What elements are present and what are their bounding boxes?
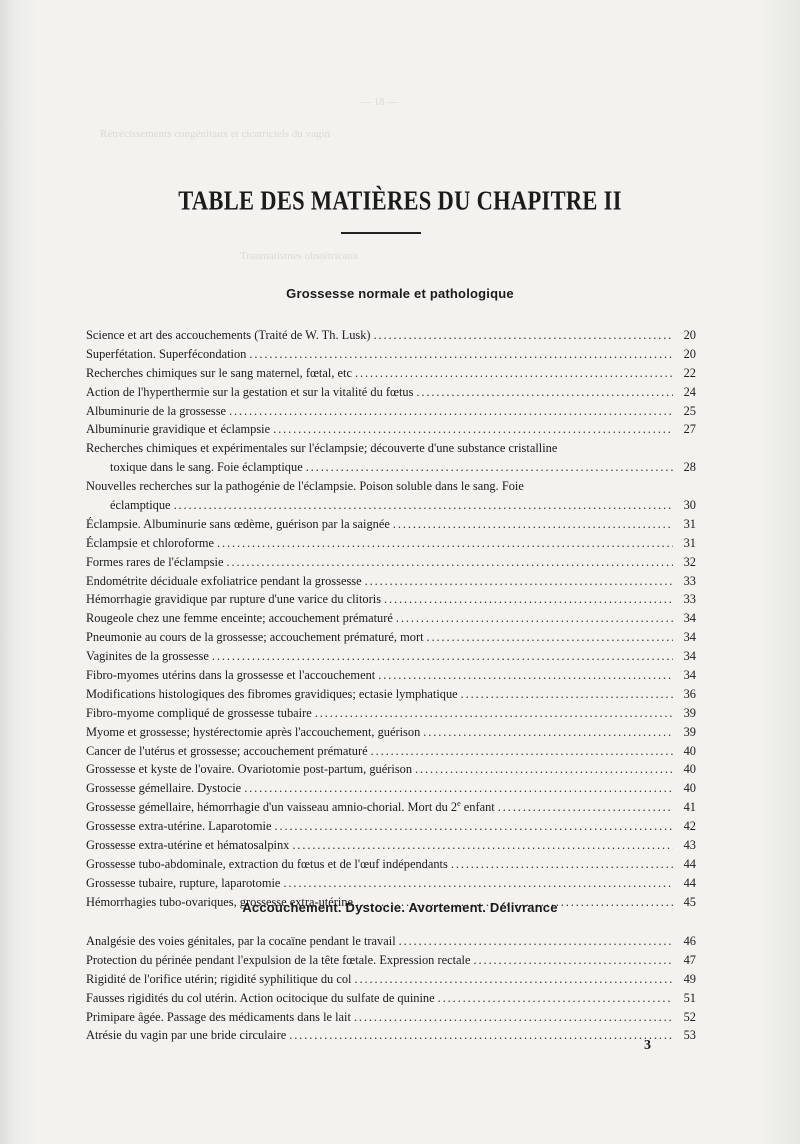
toc-entry-title-part: enfant — [460, 800, 495, 815]
toc-page-number: 20 — [683, 346, 696, 361]
toc-entry[interactable] — [86, 970, 696, 989]
toc-entry[interactable] — [86, 420, 696, 439]
toc-entry-title: Rigidité de l'orifice utérin; rigidité syphilitique du col — [86, 971, 352, 986]
toc-entry-title: Superfétation. Superfécondation — [86, 346, 247, 361]
toc-entry[interactable] — [86, 553, 696, 572]
toc-page-number: 31 — [683, 516, 696, 531]
toc-page-number: 28 — [683, 460, 696, 475]
toc-page-number: 34 — [683, 649, 696, 664]
toc-entry-title: Myome et grossesse; hystérectomie après l'accouchement, guérison — [86, 724, 421, 739]
dot-leader — [498, 798, 673, 817]
toc-entry-title: Grossesse tubo-abdominale, extraction du fœtus et de l'œuf indépendants — [86, 856, 448, 871]
toc-entry[interactable] — [86, 817, 696, 836]
toc-entry-title: Primipare âgée. Passage des médicaments dans le lait — [86, 1009, 351, 1024]
toc-page-number: 51 — [683, 990, 696, 1005]
dot-leader — [274, 817, 673, 836]
toc-entry-title: Hémorrhagie gravidique par rupture d'une varice du clitoris — [86, 592, 382, 607]
dot-leader — [292, 836, 673, 855]
toc-page-number: 22 — [683, 365, 696, 380]
dot-leader — [374, 326, 673, 345]
toc-entry[interactable] — [86, 326, 696, 345]
dot-leader — [438, 989, 673, 1008]
toc-entry[interactable] — [86, 345, 696, 364]
toc-page-number: 42 — [683, 819, 696, 834]
dot-leader — [399, 932, 673, 951]
toc-entry[interactable] — [86, 932, 696, 951]
toc-page-number: 24 — [683, 384, 696, 399]
dot-leader — [355, 364, 673, 383]
toc-page-number: 44 — [683, 856, 696, 871]
toc-page-number: 52 — [683, 1009, 696, 1024]
toc-page-number: 39 — [683, 724, 696, 739]
dot-leader — [451, 855, 673, 874]
toc-entry-title: Atrésie du vagin par une bride circulaire — [86, 1028, 287, 1043]
toc-entry-title: Nouvelles recherches sur la pathogénie de l'éclampsie. Poison soluble dans le sang. Foie — [86, 479, 524, 494]
dot-leader — [289, 1026, 673, 1045]
toc-entry-title: Éclampsie. Albuminurie sans œdème, guérison par la saignée — [86, 516, 390, 531]
toc-page-number: 46 — [683, 933, 696, 948]
toc-page-number: 34 — [683, 630, 696, 645]
dot-leader — [273, 420, 673, 439]
toc-page-number: 44 — [683, 875, 696, 890]
dot-leader — [354, 1008, 673, 1027]
toc-entry[interactable] — [86, 855, 696, 874]
toc-entry[interactable] — [86, 723, 696, 742]
section-heading-grossesse: Grossesse normale et pathologique — [286, 286, 514, 301]
dot-leader — [306, 458, 673, 477]
dot-leader — [396, 609, 673, 628]
dot-leader — [283, 874, 673, 893]
toc-entry-title: Action de l'hyperthermie sur la gestation et sur la vitalité du fœtus — [86, 384, 414, 399]
toc-entry-title: Albuminurie gravidique et éclampsie — [86, 422, 271, 437]
toc-entry-title: Grossesse et kyste de l'ovaire. Ovariotomie post-partum, guérison — [86, 762, 413, 777]
dot-leader — [217, 534, 673, 553]
toc-page-number: 34 — [683, 668, 696, 683]
dot-leader — [354, 970, 673, 989]
toc-entry[interactable] — [86, 534, 696, 553]
toc-entry[interactable] — [86, 989, 696, 1008]
toc-entry[interactable] — [86, 666, 696, 685]
dot-leader — [315, 704, 673, 723]
dot-leader — [415, 760, 673, 779]
toc-entry[interactable] — [86, 590, 696, 609]
page-number: 3 — [644, 1038, 651, 1053]
toc-page-number: 53 — [683, 1028, 696, 1043]
toc-entry[interactable] — [86, 439, 696, 477]
toc-page-number: 36 — [683, 686, 696, 701]
toc-entry-title: Grossesse extra-utérine et hématosalpinx — [86, 838, 290, 853]
toc-entry-title: Fibro-myomes utérins dans la grossesse et l'accouchement — [86, 668, 376, 683]
dot-leader — [416, 383, 673, 402]
toc-page-number: 27 — [683, 422, 696, 437]
toc-entry[interactable] — [86, 836, 696, 855]
dot-leader — [461, 685, 673, 704]
toc-entry[interactable] — [86, 572, 696, 591]
toc-page-number: 25 — [683, 403, 696, 418]
dot-leader — [174, 496, 673, 515]
toc-entry-title: Grossesse tubaire, rupture, laparotomie — [86, 875, 281, 890]
toc-entry-title: Fibro-myome compliqué de grossesse tubaire — [86, 705, 312, 720]
toc-entry-title: Protection du périnée pendant l'expulsion de la tête fœtale. Expression rectale — [86, 952, 471, 967]
toc-entry-title: Formes rares de l'éclampsie — [86, 554, 224, 569]
book-page: — 18 — Rétrécissements congénitaux et cicatriciels du vagin Traumatismes obstétricaux TABLE DES MATIÈRES DU CHAPITRE II Grossesse normale et pathologique Science et art des accouchements (Traité de W. Th. Lusk) . . . 20 Superfétation. Superfécondation . . . 20 Recherches chimiques sur le sang maternel, fœtal, etc . . . 22 Action de l'hyperthermie sur la gestation et sur la vitalité du fœtus . . . 24 Albuminurie de la grossesse . . . 25 Albuminurie gravidique et éclampsie . . . 27 Recherches chimiques et expérimentales sur l'éclampsie; découverte d'une substance cristalline toxique dans le sang. Foie éclamptique . . . 28 Nouvelles recherches sur la pathogénie de l'éclampsie. Poison soluble dans le sang. Foie éclamptique . . . 30 Éclampsie. Albuminurie sans œdème, guérison par la saignée . . . 31 Éclampsie et chloroforme . . . 31 Formes rares de l'éclampsie . . . 32 Endométrite déciduale exfoliatrice pendant la grossesse . . . 33 Hémorrhagie gravidique par rupture d'une varice du clitoris . . . 33 Rougeole chez une femme enceinte; accouchement prématuré . . . 34 Pneumonie au cours de la grossesse; accouchement prématuré, mort . . . 34 Vaginites de la grossesse . . . 34 Fibro-myomes utérins dans la grossesse et l'accouchement . . . 34 Modifications histologiques des fibromes gravidiques; ectasie lymphatique . . . 36 Fibro-myome compliqué de grossesse tubaire . . . 39 Myome et grossesse; hystérectomie après l'accouchement, guérison . . . 39 Cancer de l'utérus et grossesse; accouchement prématuré . . . 40 Grossesse et kyste de l'ovaire. Ovariotomie post-partum, guérison . . . 40 Grossesse gémellaire. Dystocie . . . 40 Grossesse gémellaire, hémorrhagie d'un vaisseau amnio-chorial. Mort du 2e enfant . . . 41 Grossesse extra-utérine. Laparotomie . . . 42 Grossesse extra-utérine et hématosalpinx . . . 43 Grossesse tubo-abdominale, extraction du fœtus et de l'œuf indépendants . . . 44 Grossesse tubaire, rupture, laparotomie . . . 44 Hémorrhagies tubo-ovariques, grossesse extra-utérine . . . 45 Accouchement. Dystocie. Avortement. Délivrance Analgésie des voies génitales, par la cocaïne pendant le travail . . . 46 Protection du périnée pendant l'expulsion de la tête fœtale. Expression rectale . . . 47 Rigidité de l'orifice utérin; rigidité syphilitique du col . . . 49 Fausses rigidités du col utérin. Action ocitocique du sulfate de quinine . . . 51 Primipare âgée. Passage des médicaments dans le lait . . . 52 Atrésie du vagin par une bride circulaire . . . 53 3 — [0, 0, 800, 1144]
toc-entry[interactable] — [86, 628, 696, 647]
toc-entry-title: Éclampsie et chloroforme — [86, 535, 214, 550]
toc-page-number: 32 — [683, 554, 696, 569]
toc-page-number: 34 — [683, 611, 696, 626]
toc-entry-title: Recherches chimiques sur le sang maternel, fœtal, etc — [86, 365, 352, 380]
toc-entry-title: Endométrite déciduale exfoliatrice pendant la grossesse — [86, 573, 362, 588]
toc-page-number: 49 — [683, 971, 696, 986]
toc-entry-title: Fausses rigidités du col utérin. Action ocitocique du sulfate de quinine — [86, 990, 435, 1005]
toc-entry-title: Recherches chimiques et expérimentales sur l'éclampsie; découverte d'une substance cristalline — [86, 441, 558, 456]
toc-entry[interactable] — [86, 760, 696, 779]
toc-entry-title: Science et art des accouchements (Traité de W. Th. Lusk) — [86, 327, 371, 342]
toc-entry-title: Rougeole chez une femme enceinte; accouchement prématuré — [86, 611, 393, 626]
toc-entry[interactable] — [86, 1026, 696, 1045]
toc-page-number: 39 — [683, 705, 696, 720]
toc-entry-title: Modifications histologiques des fibromes gravidiques; ectasie lymphatique — [86, 686, 458, 701]
toc-entry-title: Hémorrhagies tubo-ovariques, grossesse extra-utérine — [86, 894, 353, 909]
toc-page-number: 30 — [683, 498, 696, 512]
chapter-title: TABLE DES MATIÈRES DU CHAPITRE II — [178, 185, 622, 216]
toc-entry[interactable] — [86, 685, 696, 704]
toc-entry-title: Vaginites de la grossesse — [86, 649, 209, 664]
dot-leader — [474, 951, 674, 970]
dot-leader — [371, 742, 673, 761]
toc-entry[interactable] — [86, 609, 696, 628]
toc-entry[interactable] — [86, 798, 696, 817]
toc-entry[interactable] — [86, 874, 696, 893]
toc-page-number: 20 — [683, 327, 696, 342]
toc-entry-title: Pneumonie au cours de la grossesse; accouchement prématuré, mort — [86, 630, 424, 645]
toc-page-number: 43 — [683, 838, 696, 853]
toc-entry[interactable] — [86, 1008, 696, 1027]
toc-entry-title: Cancer de l'utérus et grossesse; accouchement prématuré — [86, 743, 368, 758]
title-rule — [341, 232, 421, 234]
toc-page-number: 41 — [683, 800, 696, 815]
dot-leader — [244, 779, 673, 798]
toc-page-number: 47 — [683, 952, 696, 967]
toc-entry[interactable] — [86, 951, 696, 970]
toc-entry[interactable] — [86, 704, 696, 723]
toc-entry[interactable] — [86, 515, 696, 534]
toc-entry-title: Albuminurie de la grossesse — [86, 403, 227, 418]
toc-page-number: 33 — [683, 592, 696, 607]
toc-list-grossesse — [86, 326, 696, 912]
dot-leader — [249, 345, 673, 364]
dot-leader — [393, 515, 673, 534]
toc-page-number: 33 — [683, 573, 696, 588]
toc-entry-title — [86, 798, 495, 817]
dot-leader — [384, 590, 673, 609]
toc-page-number: 40 — [683, 762, 696, 777]
toc-entry[interactable] — [86, 647, 696, 666]
toc-entry-title: Grossesse extra-utérine. Laparotomie — [86, 819, 272, 834]
dot-leader — [365, 572, 673, 591]
toc-page-number: 31 — [683, 535, 696, 550]
dot-leader — [212, 647, 673, 666]
toc-page-number: 45 — [683, 894, 696, 909]
toc-entry[interactable] — [86, 779, 696, 798]
toc-page-number: 40 — [683, 743, 696, 758]
toc-entry[interactable] — [86, 364, 696, 383]
section-heading-accouchement: Accouchement. Dystocie. Avortement. Délivrance — [242, 900, 558, 915]
toc-entry-title-continued: toxique dans le sang. Foie éclamptique — [110, 460, 303, 475]
toc-page-number: 40 — [683, 781, 696, 796]
dot-leader — [229, 402, 673, 421]
toc-entry[interactable] — [86, 402, 696, 421]
toc-entry[interactable] — [86, 477, 696, 515]
toc-list-accouchement — [86, 932, 696, 1045]
dot-leader — [378, 666, 673, 685]
ordinal-superscript: e — [457, 799, 461, 809]
dot-leader — [423, 723, 673, 742]
toc-entry-title-part: Grossesse gémellaire, hémorrhagie d'un vaisseau amnio-chorial. Mort du 2 — [86, 800, 458, 815]
dot-leader — [427, 628, 673, 647]
toc-entry-title-continued: éclamptique — [110, 498, 171, 512]
toc-entry[interactable] — [86, 383, 696, 402]
toc-entry-title: Analgésie des voies génitales, par la cocaïne pendant le travail — [86, 933, 396, 948]
dot-leader — [226, 553, 673, 572]
toc-entry[interactable] — [86, 742, 696, 761]
toc-entry-title: Grossesse gémellaire. Dystocie — [86, 781, 242, 796]
